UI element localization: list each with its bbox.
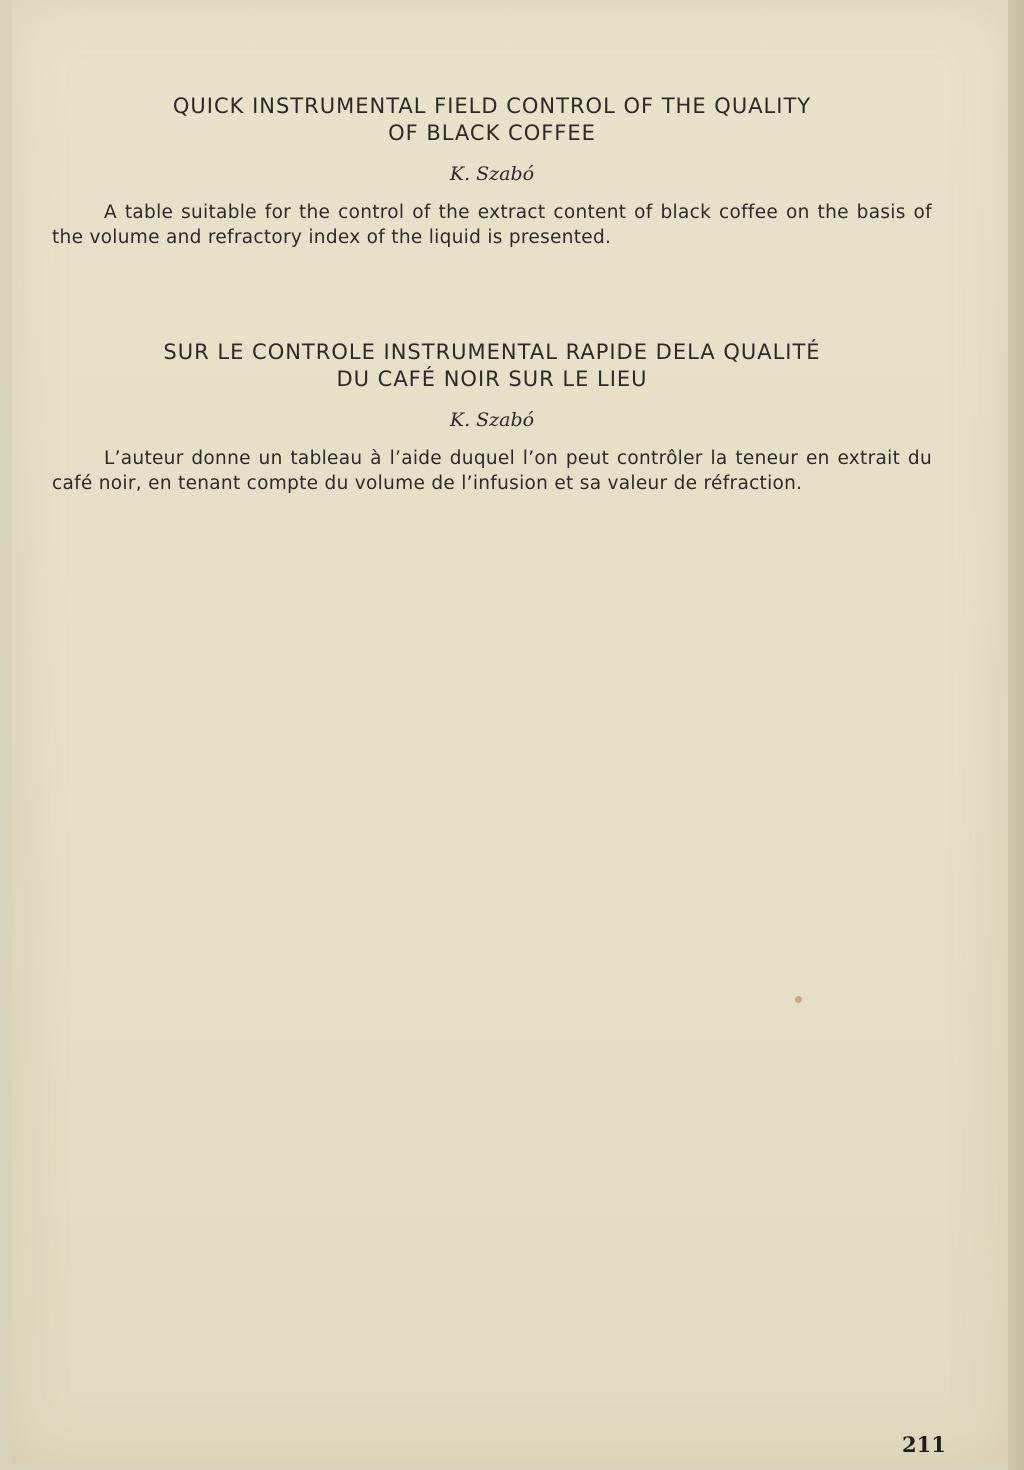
english-abstract: A table suitable for the control of the extract content of black coffee on the basis of the volume and refractory index of the liquid is presented. [52, 202, 932, 248]
french-author: K. Szabó [449, 409, 535, 431]
english-title [52, 93, 932, 147]
french-title-line2: DU CAFÉ NOIR SUR LE LIEU [336, 367, 648, 391]
french-title-line1: SUR LE CONTROLE INSTRUMENTAL RAPIDE DELA QUALITÉ [163, 340, 821, 364]
page-edge [1008, 0, 1024, 1470]
french-section [52, 339, 932, 496]
french-abstract: L’auteur donne un tableau à l’aide duquel l’on peut contrôler la teneur en extrait du café noir, en tenant compte du volume de l’infusion et sa valeur de réfraction. [52, 448, 932, 494]
english-author: K. Szabó [449, 163, 535, 185]
paper-stain [795, 996, 802, 1003]
french-title [52, 339, 932, 393]
page-number: 211 [902, 1432, 946, 1457]
english-title-line2: OF BLACK COFFEE [388, 121, 596, 145]
english-title-line1: QUICK INSTRUMENTAL FIELD CONTROL OF THE QUALITY [172, 94, 812, 118]
english-section [52, 93, 932, 250]
